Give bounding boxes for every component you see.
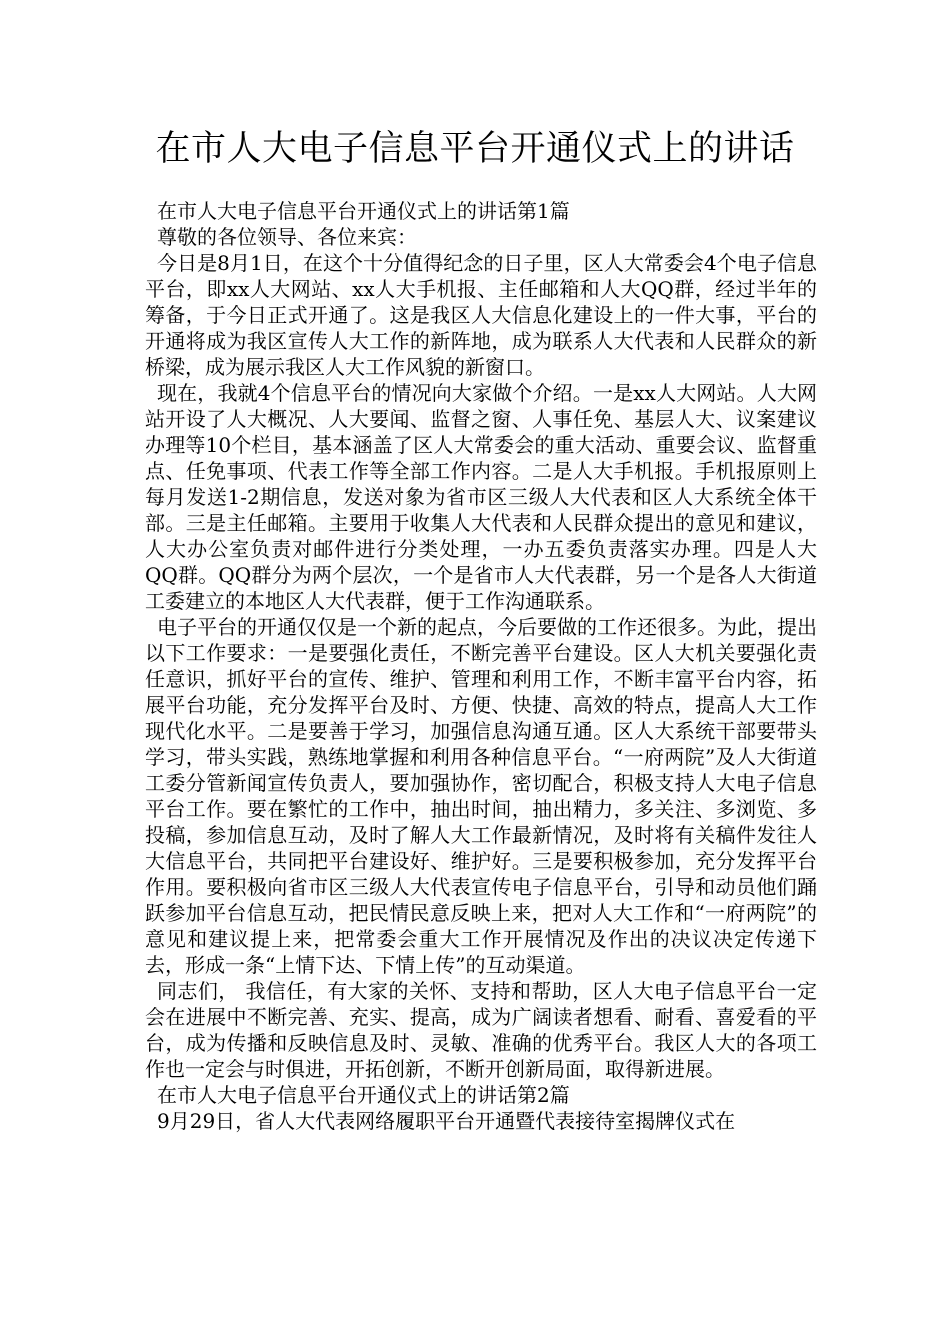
paragraph-requirements: 电子平台的开通仅仅是一个新的起点，今后要做的工作还很多。为此，提出以下工作要求：一是要强化责任，不断完善平台建设。区人大机关要强化责任意识，抓好平台的宣传、维护、管理和利用工作，不断丰富平台内容，拓展平台功能，充分发挥平台及时、方便、快捷、高效的特点，提高人大工作现代化水平。二是要善于学习，加强信息沟通互通。区人大系统干部要带头学习，带头实践，熟练地掌握和利用各种信息平台。“一府两院”及人大街道工委分管新闻宣传负责人，要加强协作，密切配合，积极支持人大电子信息平台工作。要在繁忙的工作中，抽出时间，抽出精力，多关注、多浏览、多投稿，参加信息互动，及时了解人大工作最新情况，及时将有关稿件发往人大信息平台，共同把平台建设好、维护好。三是要积极参加，充分发挥平台作用。要积极向省市区三级人大代表宣传电子信息平台，引导和动员他们踊跃参加平台信息互动，把民情民意反映上来，把对人大工作和“一府两院”的意见和建议提上来，把常委会重大工作开展情况及作出的决议决定传递下去，形成一条“上情下达、下情上传”的互动渠道。: [145, 615, 817, 977]
salutation: 尊敬的各位领导、各位来宾：: [157, 225, 417, 249]
section-heading-1: 在市人大电子信息平台开通仪式上的讲话第1篇: [157, 199, 570, 223]
paragraph-platforms: 现在，我就4个信息平台的情况向大家做个介绍。一是xx人大网站。人大网站开设了人大概况、人大要闻、监督之窗、人事任免、基层人大、议案建议办理等10个栏目，基本涵盖了区人大常委会的重大活动、重要会议、监督重点、任免事项、代表工作等全部工作内容。二是人大手机报。手机报原则上每月发送1-2期信息，发送对象为省市区三级人大代表和区人大系统全体干部。三是主任邮箱。主要用于收集人大代表和人民群众提出的意见和建议，人大办公室负责对邮件进行分类处理，一办五委负责落实办理。四是人大QQ群。QQ群分为两个层次，一个是省市人大代表群，另一个是各人大街道工委建立的本地区人大代表群，便于工作沟通联系。: [145, 381, 817, 613]
document-body: [145, 198, 817, 1134]
paragraph-section-2-start: 9月29日，省人大代表网络履职平台开通暨代表接待室揭牌仪式在: [157, 1109, 736, 1133]
page-title: 在市人大电子信息平台开通仪式上的讲话: [155, 129, 795, 169]
paragraph-intro: 今日是8月1日，在这个十分值得纪念的日子里，区人大常委会4个电子信息平台，即xx人大网站、xx人大手机报、主任邮箱和人大QQ群，经过半年的筹备，于今日正式开通了。这是我区人大信息化建设上的一件大事，平台的开通将成为我区宣传人大工作的新阵地，成为联系人大代表和人民群众的新桥梁，成为展示我区人大工作风貌的新窗口。: [145, 251, 817, 379]
paragraph-closing: 同志们， 我信任，有大家的关怀、支持和帮助，区人大电子信息平台一定会在进展中不断完善、充实、提高，成为广阔读者想看、耐看、喜爱看的平台，成为传播和反映信息及时、灵敏、准确的优秀平台。我区人大的各项工作也一定会与时俱进，开拓创新，不断开创新局面，取得新进展。: [145, 979, 817, 1081]
section-heading-2: 在市人大电子信息平台开通仪式上的讲话第2篇: [157, 1083, 570, 1107]
